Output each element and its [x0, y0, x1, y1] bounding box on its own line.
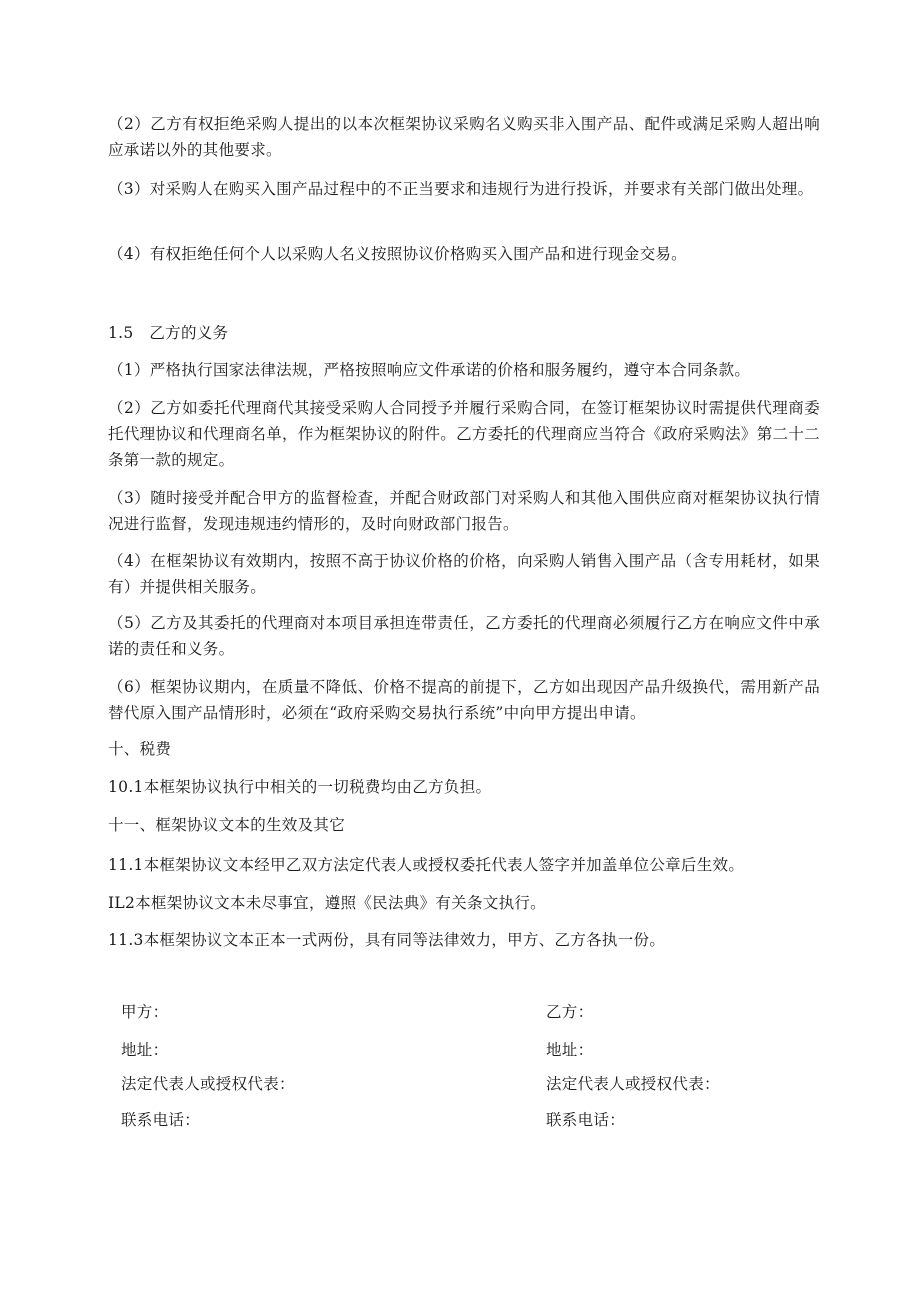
- obligation-para-3: （3）随时接受并配合甲方的监督检查，并配合财政部门对采购人和其他入围供应商对框架协议执行情况进行监督，发现违规违约情形的，及时向财政部门报告。: [108, 489, 820, 533]
- obligation-para-4: （4）在框架协议有效期内，按照不高于协议价格的价格，向采购人销售入围产品（含专用耗材，如果有）并提供相关服务。: [108, 552, 820, 596]
- clause-para-4: （4）有权拒绝任何个人以采购人名义按照协议价格购买入围产品和进行现金交易。: [108, 245, 687, 263]
- section-heading-taxes: 十、税费: [108, 740, 172, 758]
- party-a-name-label: 甲方：: [121, 1003, 169, 1021]
- tax-clause-10-1: 10.1本框架协议执行中相关的一切税费均由乙方负担。: [108, 778, 492, 796]
- section-heading-1-5: 1.5 乙方的义务: [108, 324, 229, 342]
- party-a-address-label: 地址：: [121, 1041, 169, 1059]
- party-b-rep-label: 法定代表人或授权代表：: [546, 1075, 720, 1093]
- obligation-para-1: （1）严格执行国家法律法规，严格按照响应文件承诺的价格和服务履约，遵守本合同条款。: [108, 361, 751, 379]
- clause-11-3: 11.3本框架协议文本正本一式两份，具有同等法律效力，甲方、乙方各执一份。: [108, 931, 666, 949]
- party-b-name-label: 乙方：: [546, 1003, 594, 1021]
- obligation-para-2: （2）乙方如委托代理商代其接受采购人合同授予并履行采购合同，在签订框架协议时需提供代理商委托代理协议和代理商名单，作为框架协议的附件。乙方委托的代理商应当符合《政府采购法》第二十二条第一款的规定。: [108, 399, 820, 469]
- obligation-para-6: （6）框架协议期内，在质量不降低、价格不提高的前提下，乙方如出现因产品升级换代，需用新产品替代原入围产品情形时，必须在“政府采购交易执行系统”中向甲方提出申请。: [108, 678, 820, 722]
- obligation-para-5: （5）乙方及其委托的代理商对本项目承担连带责任，乙方委托的代理商必须履行乙方在响应文件中承诺的责任和义务。: [108, 614, 820, 658]
- clause-11-1: 11.1本框架协议文本经甲乙双方法定代表人或授权委托代表人签字并加盖单位公章后生效。: [108, 856, 745, 874]
- section-heading-effectiveness: 十一、框架协议文本的生效及其它: [108, 816, 346, 834]
- party-b-phone-label: 联系电话：: [546, 1111, 626, 1129]
- clause-para-3: （3）对采购人在购买入围产品过程中的不正当要求和违规行为进行投诉，并要求有关部门做出处理。: [108, 180, 814, 198]
- party-a-rep-label: 法定代表人或授权代表：: [121, 1075, 295, 1093]
- clause-11-2: IL2本框架协议文本未尽事宜，遵照《民法典》有关条文执行。: [108, 894, 546, 912]
- party-b-address-label: 地址：: [546, 1041, 594, 1059]
- party-a-phone-label: 联系电话：: [121, 1111, 201, 1129]
- clause-para-2: （2）乙方有权拒绝采购人提出的以本次框架协议采购名义购买非入围产品、配件或满足采购人超出响应承诺以外的其他要求。: [108, 115, 820, 159]
